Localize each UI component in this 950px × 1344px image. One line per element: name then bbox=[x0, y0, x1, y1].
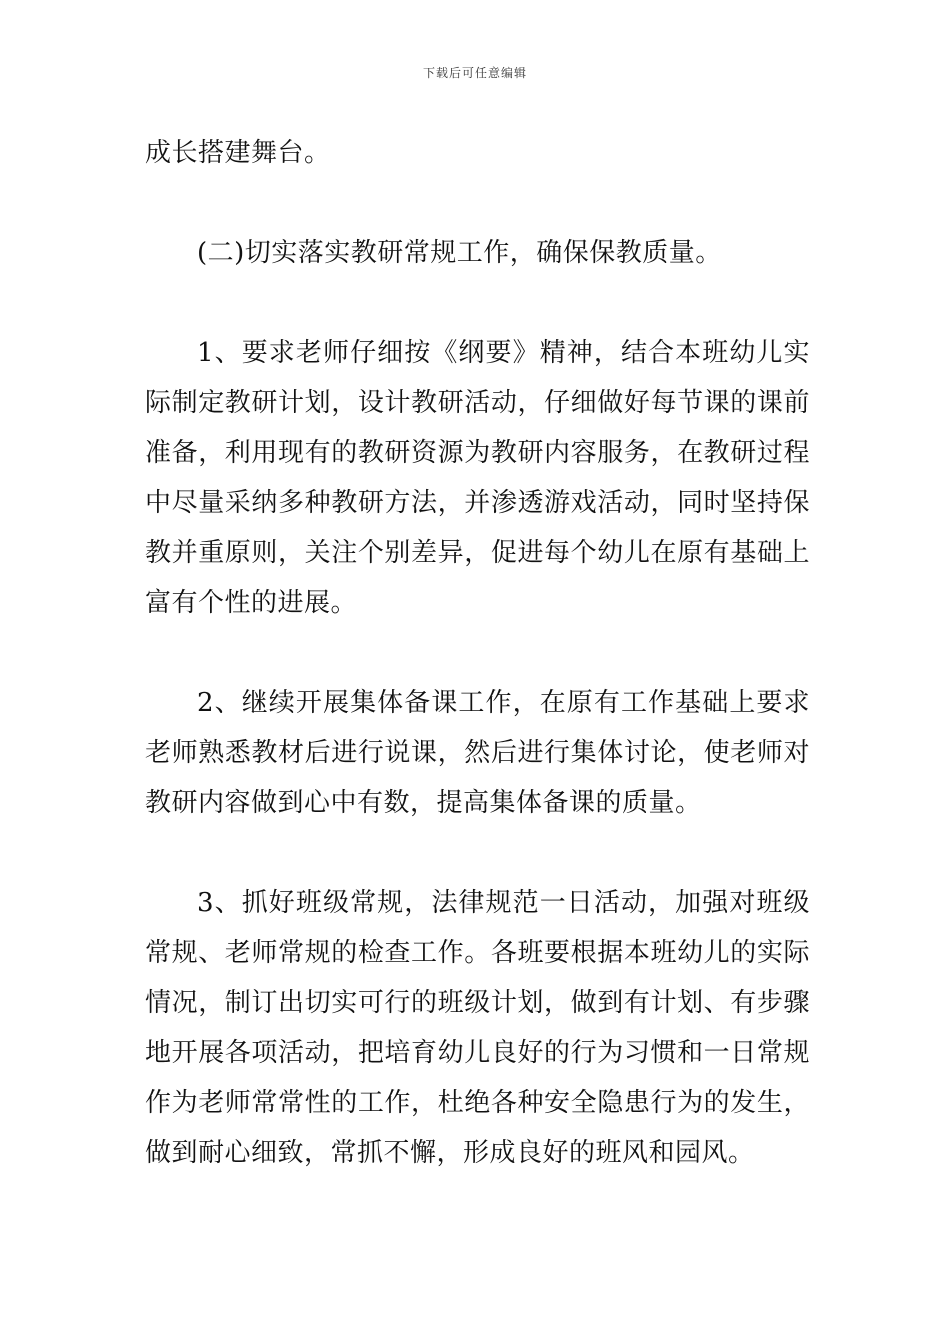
paragraph-item-1: 1、要求老师仔细按《纲要》精神，结合本班幼儿实际制定教研计划，设计教研活动，仔细做好每节课的课前准备，利用现有的教研资源为教研内容服务，在教研过程中尽量采纳多种教研方法，并渗透游戏活动，同时坚持保教并重原则，关注个别差异，促进每个幼儿在原有基础上富有个性的进展。 bbox=[145, 338, 810, 618]
paragraph-continuation: 成长搭建舞台。 bbox=[145, 138, 331, 168]
paragraph-item-2: 2、继续开展集体备课工作，在原有工作基础上要求老师熟悉教材后进行说课，然后进行集体讨论，使老师对教研内容做到心中有数，提高集体备课的质量。 bbox=[145, 688, 810, 818]
section-heading: (二)切实落实教研常规工作，确保保教质量。 bbox=[197, 238, 722, 268]
page-header: 下载后可任意编辑 bbox=[422, 66, 527, 80]
paragraph-item-3: 3、抓好班级常规，法律规范一日活动，加强对班级常规、老师常规的检查工作。各班要根据本班幼儿的实际情况，制订出切实可行的班级计划，做到有计划、有步骤地开展各项活动，把培育幼儿良好的行为习惯和一日常规作为老师常常性的工作，杜绝各种安全隐患行为的发生，做到耐心细致，常抓不懈，形成良好的班风和园风。 bbox=[145, 888, 810, 1168]
document-body bbox=[145, 128, 810, 1178]
